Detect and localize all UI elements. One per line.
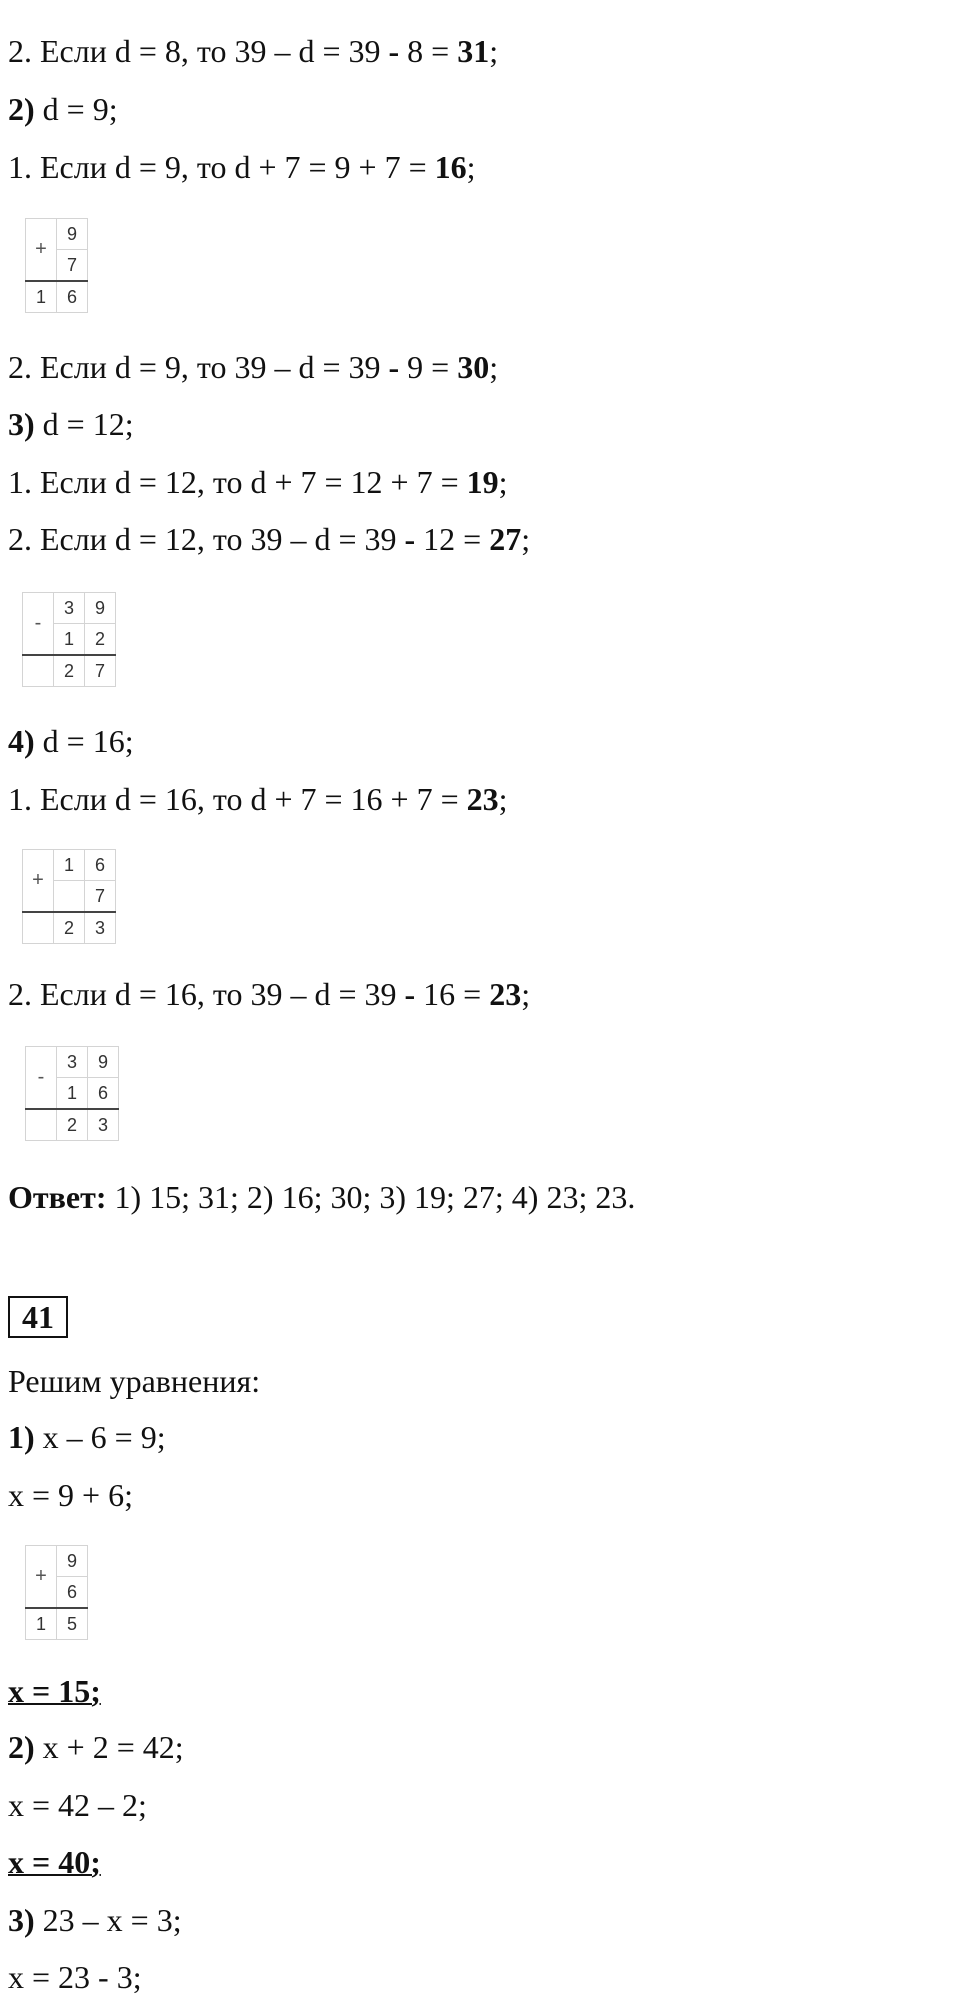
digit-cell: 9 [88, 1047, 119, 1078]
operator-sign: + [26, 219, 57, 282]
task-intro: Решим уравнения: [8, 1363, 261, 1399]
column-subtraction [25, 1046, 119, 1141]
equation-step: x = 42 – 2; [8, 1787, 147, 1823]
digit-cell: 6 [85, 850, 116, 881]
solution-line: 2. Если d = 9, то 39 – d = 39 - 9 = 30; [8, 349, 499, 385]
solution-line: 2. Если d = 16, то 39 – d = 39 - 16 = 23; [8, 976, 531, 1012]
equation-result: x = 40; [8, 1844, 101, 1880]
digit-cell: 2 [85, 624, 116, 656]
equation-step: x = 9 + 6; [8, 1477, 133, 1513]
case-heading: 3) d = 12; [8, 406, 134, 442]
digit-cell: 7 [85, 881, 116, 913]
task-number: 41 [8, 1296, 68, 1338]
digit-cell: 2 [54, 912, 85, 944]
digit-cell: 9 [85, 593, 116, 624]
equation-step: x = 23 - 3; [8, 1959, 142, 1995]
digit-cell: 1 [54, 850, 85, 881]
solution-line: 2. Если d = 12, то 39 – d = 39 - 12 = 27; [8, 521, 531, 557]
operator-sign: - [23, 593, 54, 656]
column-subtraction [22, 592, 116, 687]
equation-heading: 1) x – 6 = 9; [8, 1419, 166, 1455]
digit-cell: 3 [54, 593, 85, 624]
digit-cell: 6 [57, 281, 88, 313]
digit-cell: 9 [57, 219, 88, 250]
digit-cell: 2 [57, 1109, 88, 1141]
digit-cell: 2 [54, 655, 85, 687]
digit-cell: 1 [26, 1608, 57, 1640]
digit-cell [23, 655, 54, 687]
digit-cell: 6 [88, 1078, 119, 1110]
digit-cell: 1 [57, 1078, 88, 1110]
column-addition [25, 1545, 88, 1640]
operator-sign: + [26, 1546, 57, 1609]
digit-cell: 5 [57, 1608, 88, 1640]
digit-cell: 1 [26, 281, 57, 313]
solution-line: 1. Если d = 12, то d + 7 = 12 + 7 = 19; [8, 464, 508, 500]
digit-cell: 6 [57, 1577, 88, 1609]
solution-line: 1. Если d = 16, то d + 7 = 16 + 7 = 23; [8, 781, 508, 817]
digit-cell: 1 [54, 624, 85, 656]
case-heading: 4) d = 16; [8, 723, 134, 759]
column-addition [22, 849, 116, 944]
digit-cell: 3 [88, 1109, 119, 1141]
digit-cell [26, 1109, 57, 1141]
digit-cell: 3 [85, 912, 116, 944]
solution-line: 2. Если d = 8, то 39 – d = 39 - 8 = 31; [8, 33, 499, 69]
digit-cell [54, 881, 85, 913]
answer-line: Ответ: 1) 15; 31; 2) 16; 30; 3) 19; 27; 4) 23; 23. [8, 1179, 636, 1215]
solution-line: 1. Если d = 9, то d + 7 = 9 + 7 = 16; [8, 149, 476, 185]
digit-cell: 3 [57, 1047, 88, 1078]
operator-sign: - [26, 1047, 57, 1110]
digit-cell: 9 [57, 1546, 88, 1577]
digit-cell: 7 [57, 250, 88, 282]
equation-result: x = 15; [8, 1673, 101, 1709]
case-heading: 2) d = 9; [8, 91, 118, 127]
column-addition [25, 218, 88, 313]
digit-cell [23, 912, 54, 944]
equation-heading: 3) 23 – x = 3; [8, 1902, 182, 1938]
digit-cell: 7 [85, 655, 116, 687]
operator-sign: + [23, 850, 54, 913]
equation-heading: 2) x + 2 = 42; [8, 1729, 184, 1765]
